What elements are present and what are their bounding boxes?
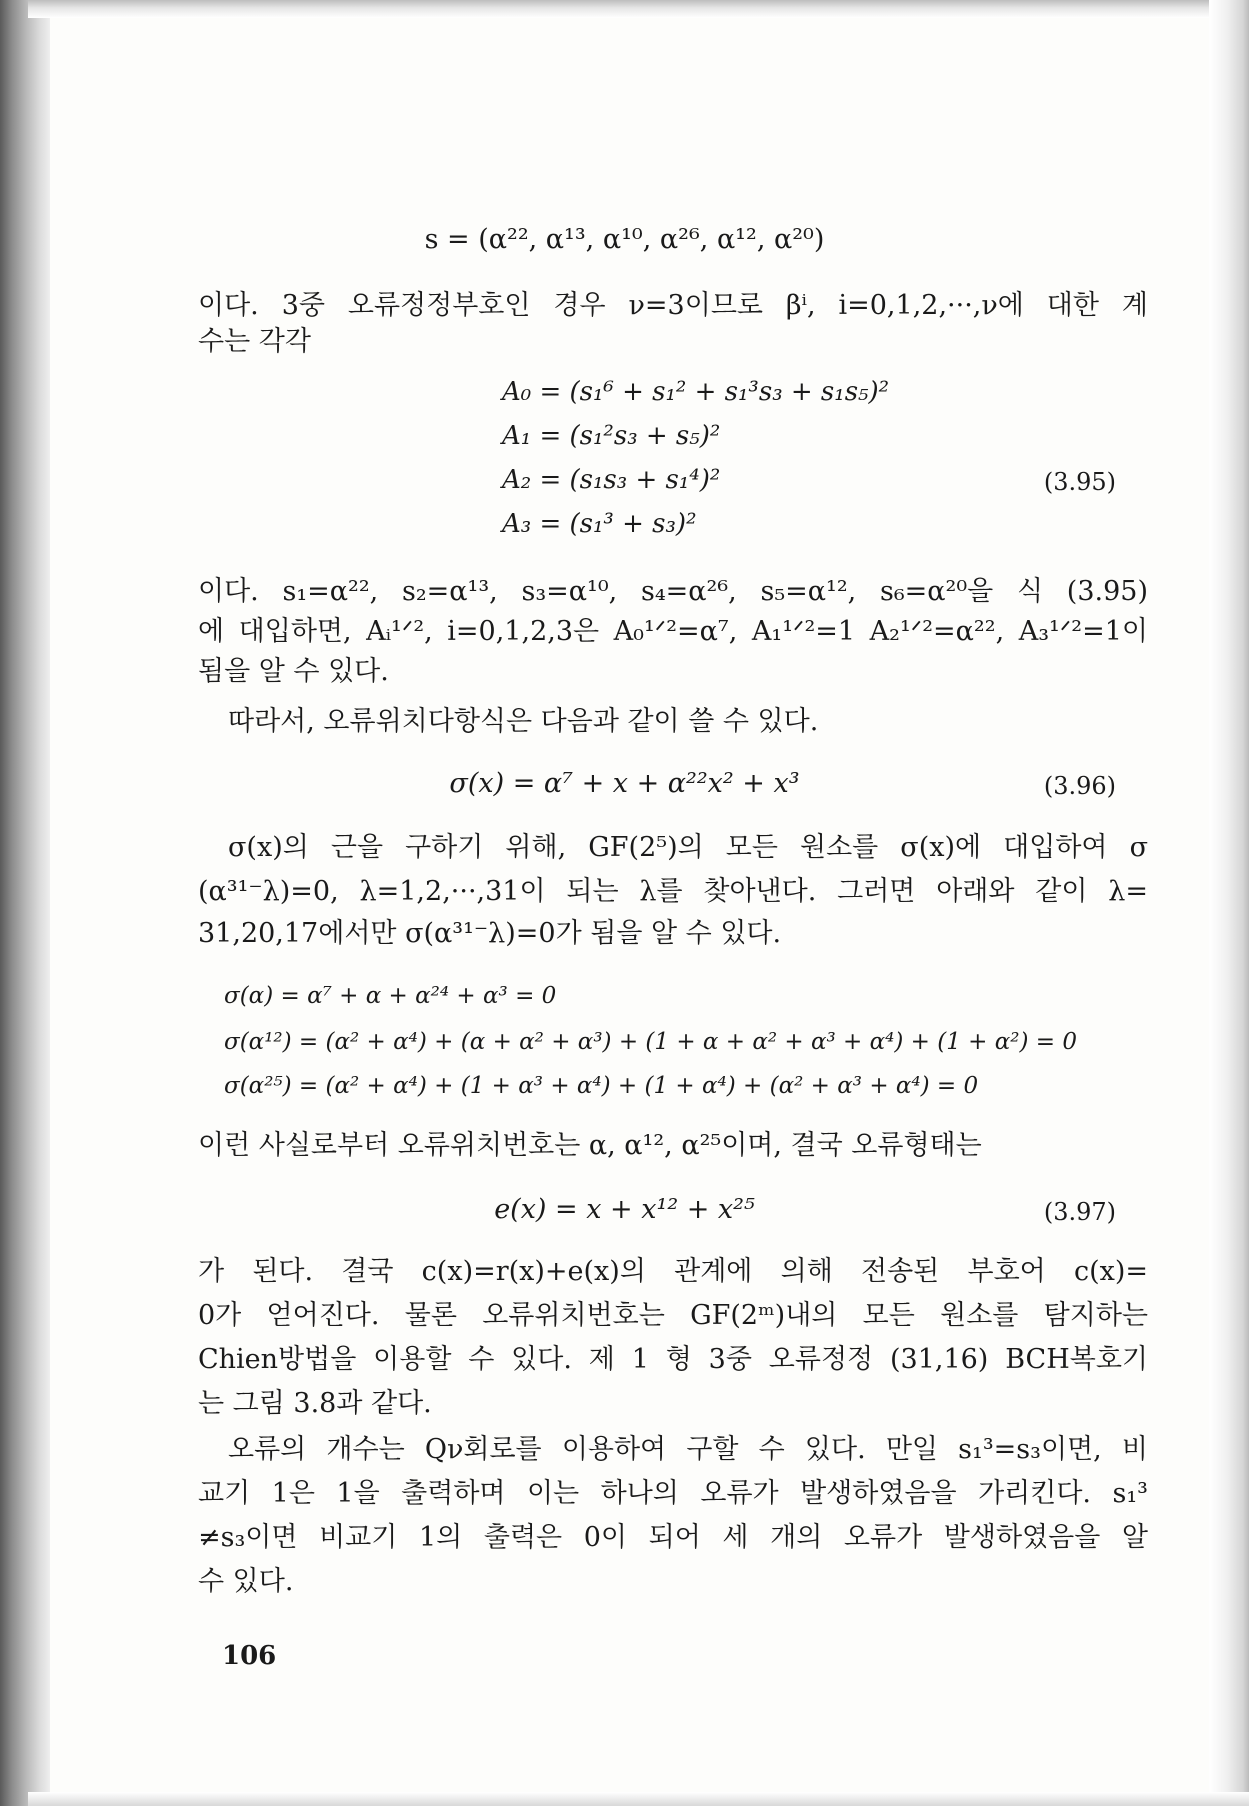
equation-a2: A₂ = (s₁s₃ + s₁⁴)² <box>502 465 721 495</box>
equation-number-3-96: (3.96) <box>1043 772 1116 800</box>
paragraph-2-line-3: 됨을 알 수 있다. <box>198 656 389 687</box>
paragraph-7-line-4: 수 있다. <box>198 1566 294 1597</box>
paragraph-7-line-3: ≠s₃이면 비교기 1의 출력은 0이 되어 세 개의 오류가 발생하였음을 알 <box>198 1522 1148 1553</box>
equation-a1: A₁ = (s₁²s₃ + s₅)² <box>502 421 721 451</box>
paragraph-5: 이런 사실로부터 오류위치번호는 α, α¹², α²⁵이며, 결국 오류형태는 <box>198 1130 982 1161</box>
book-spine-shadow <box>0 0 50 1806</box>
paragraph-1-line-1: 이다. 3중 오류정정부호인 경우 ν=3이므로 βⁱ, i=0,1,2,···,ν에 대한 계 <box>198 290 1148 321</box>
equation-3-97: e(x) = x + x¹² + x²⁵ <box>494 1194 755 1225</box>
sigma-equation-3: σ(α²⁵) = (α² + α⁴) + (1 + α³ + α⁴) + (1 + α⁴) + (α² + α³ + α⁴) = 0 <box>224 1073 979 1099</box>
paragraph-1-line-2: 수는 각각 <box>198 326 311 357</box>
paragraph-2-line-2: 에 대입하면, Aᵢ¹ᐟ², i=0,1,2,3은 A₀¹ᐟ²=α⁷, A₁¹ᐟ²=1 A₂¹ᐟ²=α²², A₃¹ᐟ²=1이 <box>198 616 1148 647</box>
bottom-edge-shadow <box>28 1792 1249 1806</box>
paragraph-2-line-1: 이다. s₁=α²², s₂=α¹³, s₃=α¹⁰, s₄=α²⁶, s₅=α¹², s₆=α²⁰을 식 (3.95) <box>198 576 1148 607</box>
equation-3-96: σ(x) = α⁷ + x + α²²x² + x³ <box>449 768 800 799</box>
paragraph-4-line-1: σ(x)의 근을 구하기 위해, GF(2⁵)의 모든 원소를 σ(x)에 대입하여 σ <box>228 832 1148 863</box>
paragraph-4-line-2: (α³¹⁻λ)=0, λ=1,2,···,31이 되는 λ를 찾아낸다. 그러면 아래와 같이 λ= <box>198 876 1148 907</box>
equation-number-3-97: (3.97) <box>1043 1198 1116 1226</box>
right-edge-shadow <box>1209 0 1249 1806</box>
paragraph-6-line-1: 가 된다. 결국 c(x)=r(x)+e(x)의 관계에 의해 전송된 부호어 c(x)= <box>198 1256 1148 1287</box>
paragraph-4-line-3: 31,20,17에서만 σ(α³¹⁻λ)=0가 됨을 알 수 있다. <box>198 918 782 949</box>
paragraph-6-line-3: Chien방법을 이용할 수 있다. 제 1 형 3중 오류정정 (31,16) BCH복호기 <box>198 1344 1148 1375</box>
page-number: 106 <box>222 1641 277 1671</box>
sigma-equation-2: σ(α¹²) = (α² + α⁴) + (α + α² + α³) + (1 + α + α² + α³ + α⁴) + (1 + α²) = 0 <box>224 1029 1077 1055</box>
equation-a3: A₃ = (s₁³ + s₃)² <box>502 509 697 539</box>
paragraph-3: 따라서, 오류위치다항식은 다음과 같이 쓸 수 있다. <box>228 706 819 737</box>
equation-a0: A₀ = (s₁⁶ + s₁² + s₁³s₃ + s₁s₅)² <box>502 377 890 407</box>
syndrome-equation: s = (α²², α¹³, α¹⁰, α²⁶, α¹², α²⁰) <box>424 224 825 255</box>
top-edge-shadow <box>28 0 1249 18</box>
paragraph-7-line-1: 오류의 개수는 Qν회로를 이용하여 구할 수 있다. 만일 s₁³=s₃이면, 비 <box>228 1434 1148 1465</box>
equation-number-3-95: (3.95) <box>1043 468 1116 496</box>
sigma-equation-1: σ(α) = α⁷ + α + α²⁴ + α³ = 0 <box>224 983 557 1009</box>
paragraph-6-line-2: 0가 얻어진다. 물론 오류위치번호는 GF(2ᵐ)내의 모든 원소를 탐지하는 <box>198 1300 1148 1331</box>
paragraph-6-line-4: 는 그림 3.8과 같다. <box>198 1388 432 1419</box>
paragraph-7-line-2: 교기 1은 1을 출력하며 이는 하나의 오류가 발생하였음을 가리킨다. s₁³ <box>198 1478 1148 1509</box>
